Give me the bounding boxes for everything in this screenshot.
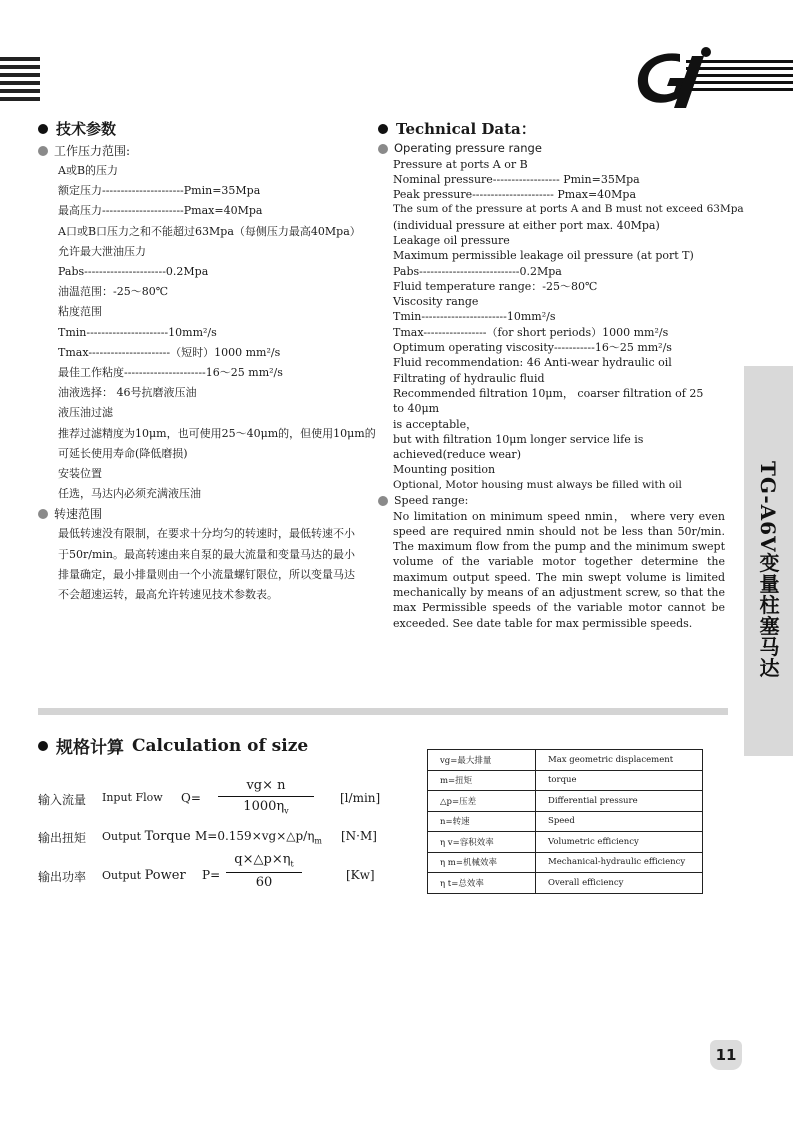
spec-line: achieved(reduce wear) (393, 448, 521, 462)
bullet-icon (38, 124, 48, 134)
table-row: η v=容积效率 Volumetric efficiency (428, 832, 703, 853)
speed-range-text-en: No limitation on minimum speed nmin， where very even speed are required nmin should not be less than 50r/min. The maximum flow from the pump and the minimum swept volume of the variable motor together determine the maximum output speed. The min swept volume is limited mechanically by means of an adjustment screw, so that the max Permissible speeds of the variable motor cannot be exceeded. See date table for max permissible speeds. (393, 509, 725, 630)
spec-line: Pabs----------------------0.2Mpa (58, 265, 209, 279)
spec-line: 允许最大泄油压力 (58, 244, 146, 258)
spec-line: Optional, Motor housing must always be filled with oil (393, 478, 682, 491)
spec-line: Pressure at ports A or B (393, 157, 528, 171)
output-power-fraction: $\frac{q\times\triangle p\times\eta_t}{60}$ (226, 852, 302, 890)
table-row: vg=最大排量 Max geometric displacement (428, 750, 703, 771)
bullet-icon (38, 146, 48, 156)
spec-line: A口或B口压力之和不能超过63Mpa（每侧压力最高40Mpa） (58, 224, 361, 238)
spec-line: 粘度范围 (58, 305, 102, 319)
tech-params-heading-cn: 技术参数 (38, 118, 378, 139)
spec-line: 最高压力----------------------Pmax=40Mpa (58, 204, 263, 218)
spec-line: 安装位置 (58, 467, 102, 481)
spec-line: is acceptable， (393, 417, 478, 431)
speed-range-heading-cn: 转速范围 (38, 504, 378, 524)
spec-line: 最佳工作粘度----------------------16～25 mm²/s (58, 366, 283, 380)
technical-params-en (378, 118, 744, 631)
section-divider (38, 708, 728, 715)
spec-line: Maximum permissible leakage oil pressure (at port T) (393, 249, 694, 263)
speed-range-text-cn: 最低转速没有限制，在要求十分均匀的转速时，最低转速不小于50r/min。最高转速由来自泵的最大流量和变量马达的最小排量确定，最小排量则由一个小流量螺钉限位，所以变量马达不会超速运转，最高允许转速见技术参数表。 (58, 527, 355, 602)
spec-line: 油液选择： 46号抗磨液压油 (58, 386, 197, 400)
side-tab-title: TG-A6V变量柱塞马达 (756, 461, 780, 679)
calc-heading: 规格计算 Calculation of size (38, 733, 308, 758)
spec-line: Tmax-----------------（for short periods）1000 mm²/s (393, 325, 669, 339)
spec-line: 推荐过滤精度为10μm，也可使用25～40μm的，但使用10μm的可延长使用寿命(降低磨损) (58, 426, 376, 460)
spec-line: Nominal pressure------------------ Pmin=35Mpa (393, 172, 640, 186)
spec-line: but with filtration 10μm longer service life is (393, 432, 644, 446)
spec-line: Peak pressure---------------------- Pmax=40Mpa (393, 188, 637, 202)
bullet-icon (38, 741, 48, 751)
table-row: △p=压差 Differential pressure (428, 791, 703, 812)
table-row: η m=机械效率 Mechanical-hydraulic efficiency (428, 852, 703, 873)
spec-line: A或B的压力 (58, 164, 119, 177)
spec-line: Filtrating of hydraulic fluid (393, 371, 545, 385)
spec-line: Viscosity range (393, 295, 479, 309)
pressure-range-heading-en: Operating pressure range (378, 141, 730, 157)
technical-params-cn (38, 118, 378, 605)
company-logo (634, 46, 793, 112)
table-row: n=转速 Speed (428, 811, 703, 832)
speed-range-heading-en: Speed range: (378, 493, 730, 509)
bullet-icon (378, 496, 388, 506)
spec-line: Leakage oil pressure (393, 233, 510, 247)
bullet-icon (378, 124, 388, 134)
spec-line: (individual pressure at either port max. 40Mpa) (393, 218, 660, 232)
bullet-icon (38, 509, 48, 519)
spec-line: Recommended filtration 10μm， coarser filtration of 25 to 40μm (393, 386, 704, 416)
spec-line: 油温范围：-25～80℃ (58, 285, 169, 299)
symbol-table (427, 749, 703, 894)
spec-line: Pabs---------------------------0.2Mpa (393, 264, 562, 278)
spec-line: The sum of the pressure at ports A and B must not exceed 63Mpa (393, 203, 744, 216)
bullet-icon (378, 144, 388, 154)
formula-output-power: 输出功率 Output Power P= $\frac{q\times\triangle p\times\eta_t}{60}$ [Kw] (38, 852, 375, 890)
header-stripes (0, 57, 40, 105)
formula-output-torque: 输出扭矩 Output Torque $M=0.159\times vg\times\triangle p/\eta_m$ [N·M] (38, 829, 377, 846)
input-flow-fraction: $\frac{vg\times n}{1000\eta_v}$ (218, 778, 314, 816)
page-number: 11 (710, 1040, 742, 1070)
pressure-range-heading-cn: 工作压力范围: (38, 141, 378, 161)
spec-line: Tmax----------------------（短时）1000 mm²/s (58, 345, 281, 359)
tech-params-heading-en: Technical Data ： (378, 118, 730, 139)
spec-line: 额定压力----------------------Pmin=35Mpa (58, 184, 261, 198)
spec-line: Fluid temperature range：-25～80℃ (393, 279, 598, 293)
formula-input-flow: 输入流量 Input Flow Q= $\frac{vg\times n}{1000\eta_v}$ [l/min] (38, 778, 381, 816)
table-row: η t=总效率 Overall efficiency (428, 873, 703, 894)
spec-line: Mounting position (393, 463, 496, 477)
spec-line: Fluid recommendation: 46 Anti-wear hydraulic oil (393, 356, 672, 370)
spec-line: 任选，马达内必须充满液压油 (58, 487, 201, 501)
table-row: m=扭矩 torque (428, 770, 703, 791)
spec-line: Tmin-----------------------10mm²/s (393, 310, 556, 324)
side-tab (744, 366, 793, 756)
spec-line: Tmin----------------------10mm²/s (58, 325, 217, 339)
spec-line: 液压油过滤 (58, 406, 113, 420)
spec-line: Optimum operating viscosity-----------16～25 mm²/s (393, 341, 672, 355)
